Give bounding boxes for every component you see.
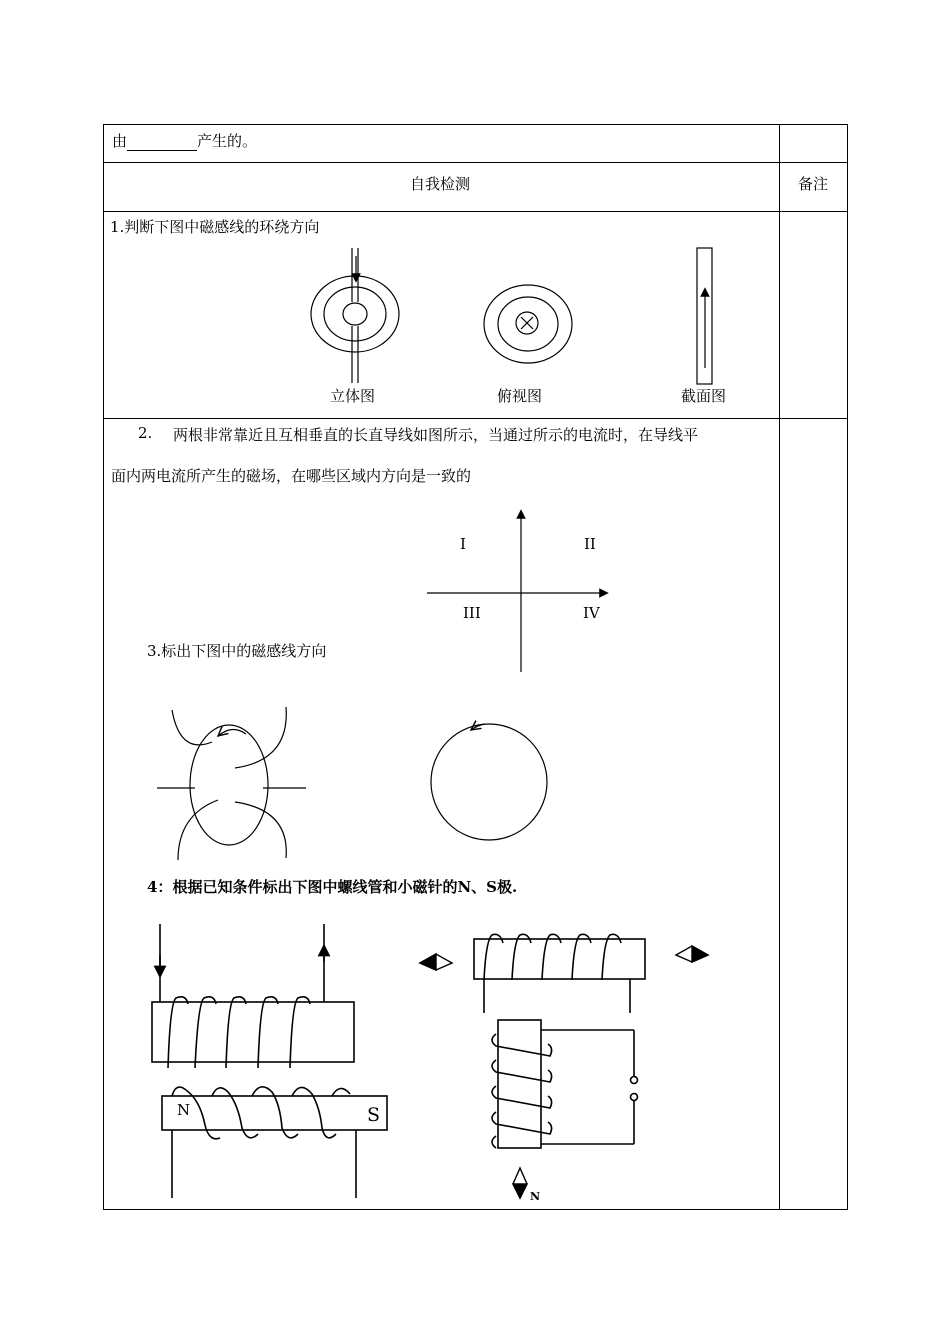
quadrant-label-1: I (460, 535, 466, 553)
circular-field-line (431, 724, 547, 840)
magnet-pole-s: S (367, 1104, 381, 1126)
question-4: 4：根据已知条件标出下图中螺线管和小磁针的N、S极. (147, 878, 518, 896)
compass-needle-bottom (513, 1168, 527, 1198)
quadrant-label-3: III (463, 604, 481, 622)
quadrant-label-2: II (584, 535, 596, 553)
field-3d-view (311, 248, 399, 383)
solenoid-horizontal (474, 934, 645, 1013)
question-1: 1.判断下图中磁感线的环绕方向 (110, 218, 320, 236)
label-section-view: 截面图 (681, 387, 727, 405)
field-section-view (697, 248, 712, 384)
question-2-line1: 两根非常靠近且互相垂直的长直导线如图所示，当通过所示的电流时，在导线平 (173, 426, 699, 444)
solenoid-1 (152, 924, 354, 1068)
magnet-pole-n: N (177, 1101, 191, 1119)
compass-needle-right (676, 946, 708, 962)
question-2-line2: 面内两电流所产生的磁场，在哪些区域内方向是一致的 (111, 467, 472, 485)
label-3d-view: 立体图 (330, 387, 376, 405)
section-title: 自我检测 (410, 175, 471, 193)
solenoid-vertical-circuit (492, 1020, 638, 1148)
needle-pole-n: N (530, 1190, 541, 1203)
continued-text: 由 产生的。 (112, 132, 258, 150)
label-top-view: 俯视图 (497, 387, 543, 405)
field-top-view (484, 285, 572, 363)
question-2-number: 2. (138, 424, 153, 442)
quadrant-label-4: IV (583, 604, 600, 622)
perpendicular-wires (427, 514, 604, 672)
compass-needle-left (420, 954, 452, 970)
ring-current-field (157, 707, 306, 860)
solenoid-with-magnet (162, 1087, 387, 1198)
question-3: 3.标出下图中的磁感线方向 (147, 642, 327, 660)
remarks-header: 备注 (798, 175, 829, 193)
